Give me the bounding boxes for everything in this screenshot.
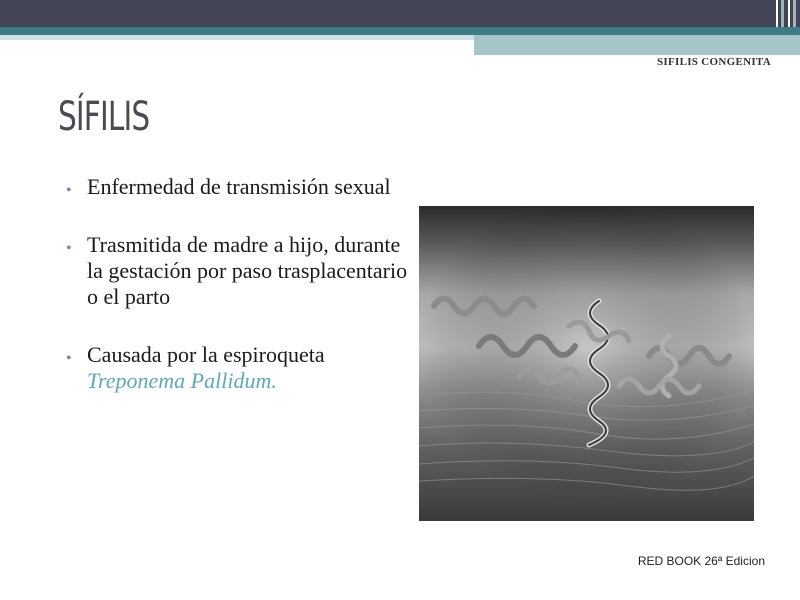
microscope-image xyxy=(419,206,754,521)
teal-divider xyxy=(0,27,800,35)
section-label: SIFILIS CONGENITA xyxy=(656,56,771,68)
light-divider xyxy=(0,35,474,40)
bullet-item xyxy=(66,342,416,394)
source-footer: RED BOOK 26ª Edicion xyxy=(637,554,765,568)
species-name: Treponema Pallidum. xyxy=(87,368,277,393)
bullet-icon: • xyxy=(66,350,72,367)
top-banner xyxy=(0,0,770,27)
bullet-list xyxy=(66,174,416,426)
bullet-text: Enfermedad de transmisión sexual xyxy=(87,174,391,199)
bullet-text: Trasmitida de madre a hijo, durante la gestación por paso trasplacentario o el parto xyxy=(87,232,408,309)
bullet-icon: • xyxy=(66,240,72,257)
slide-title: SÍFILIS xyxy=(58,94,150,140)
bullet-icon: • xyxy=(66,182,72,199)
header-band xyxy=(474,35,800,55)
bullet-item xyxy=(66,174,416,200)
bullet-text: Causada por la espiroqueta xyxy=(87,342,325,367)
bullet-item xyxy=(66,232,416,310)
